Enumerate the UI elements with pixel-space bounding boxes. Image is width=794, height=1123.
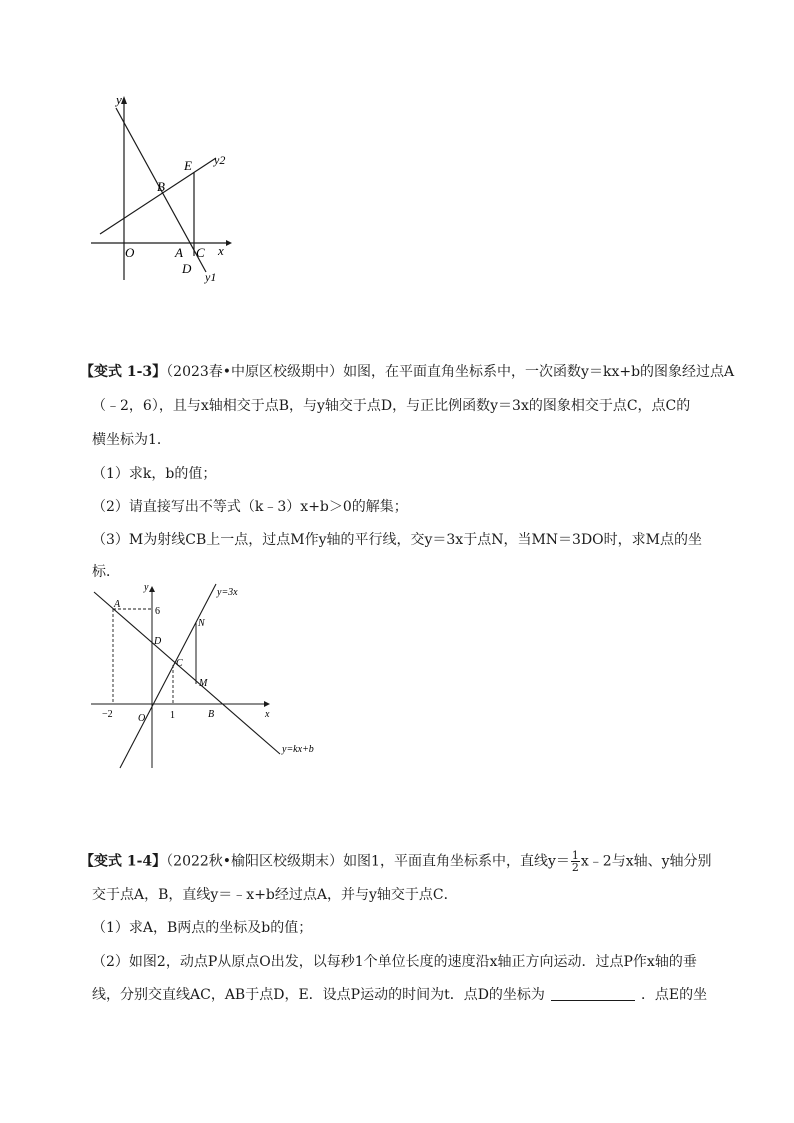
figure-2-graph bbox=[86, 578, 336, 774]
problem-13-question-3-line-2: 标． bbox=[92, 564, 120, 580]
problem-13-question-3-line-1: （3）M为射线CB上一点，过点M作y轴的平行线，交y＝3x于点N，当MN＝3DO时，求M点的坐 bbox=[92, 532, 702, 548]
label-y: y bbox=[116, 92, 122, 107]
line-y-3x bbox=[120, 584, 216, 768]
problem-14-question-2-line-2 bbox=[92, 985, 707, 1005]
problem-13-line-1 bbox=[80, 362, 734, 382]
label-a: A bbox=[175, 245, 183, 260]
label-x: x bbox=[265, 709, 270, 720]
label-y1: y1 bbox=[205, 270, 217, 284]
problem-14-tag: 【变式 1-4】 bbox=[80, 853, 167, 870]
y-axis-arrow bbox=[149, 586, 155, 592]
label-one: 1 bbox=[170, 710, 175, 721]
problem-14-line-1 bbox=[80, 850, 712, 873]
figure-2-svg bbox=[86, 578, 336, 774]
label-e: E bbox=[184, 158, 192, 173]
problem-13-question-1: （1）求k，b的值； bbox=[92, 466, 217, 482]
label-y-3x: y=3x bbox=[217, 587, 238, 598]
problem-14-line1-text-a: 如图1，平面直角坐标系中，直线y＝ bbox=[343, 853, 570, 870]
label-d: D bbox=[182, 261, 192, 276]
problem-13-question-2: （2）请直接写出不等式（k﹣3）x+b＞0的解集； bbox=[92, 499, 408, 515]
line-y-kx-b bbox=[94, 592, 280, 754]
problem-14-question-1: （1）求A，B两点的坐标及b的值； bbox=[92, 920, 313, 936]
problem-13-line-2: （﹣2，6），且与x轴相交于点B，与y轴交于点D，与正比例函数y＝3x的图象相交于点C，点C的 bbox=[92, 398, 691, 414]
label-b: B bbox=[157, 179, 165, 194]
label-o: O bbox=[125, 245, 135, 260]
problem-13-tag: 【变式 1-3】 bbox=[80, 364, 167, 380]
problem-13-line1-text: 如图，在平面直角坐标系中，一次函数y＝kx+b的图象经过点A bbox=[343, 364, 735, 380]
fraction-one-half bbox=[571, 850, 580, 873]
fraction-numerator: 1 bbox=[571, 849, 579, 862]
label-six: 6 bbox=[155, 606, 160, 617]
figure-1-graph bbox=[86, 90, 246, 290]
label-b: B bbox=[208, 709, 215, 720]
problem-14-q2-text-a: 线，分别交直线AC，AB于点D，E．设点P运动的时间为t．点D的坐标为 bbox=[92, 987, 545, 1003]
label-y: y bbox=[144, 582, 149, 593]
x-axis-arrow bbox=[226, 240, 232, 246]
label-x: x bbox=[218, 243, 224, 258]
label-neg-2: −2 bbox=[102, 709, 113, 720]
problem-14-question-2-line-1: （2）如图2，动点P从原点O出发，以每秒1个单位长度的速度沿x轴正方向运动．过点P作x轴的垂 bbox=[92, 954, 697, 970]
problem-13-source: （2023春•中原区校级期中） bbox=[166, 364, 344, 380]
problem-13-line-3: 横坐标为1． bbox=[92, 432, 171, 448]
answer-blank bbox=[551, 986, 635, 1001]
figure-1-svg bbox=[86, 90, 246, 290]
fraction-denominator: 2 bbox=[571, 861, 579, 874]
label-y2: y2 bbox=[214, 153, 226, 167]
problem-14-line1-text-b: x﹣2与x轴、y轴分别 bbox=[580, 853, 712, 870]
x-axis-arrow bbox=[264, 701, 270, 707]
problem-14-line-2: 交于点A，B，直线y＝﹣x+b经过点A，并与y轴交于点C． bbox=[92, 887, 458, 903]
label-c: C bbox=[176, 658, 183, 669]
label-n: N bbox=[198, 618, 205, 629]
label-a: A bbox=[114, 599, 121, 610]
label-c: C bbox=[196, 245, 205, 260]
label-y-kx-b: y=kx+b bbox=[282, 744, 314, 755]
label-o: O bbox=[138, 713, 146, 724]
line-y2 bbox=[100, 158, 216, 234]
label-d: D bbox=[154, 636, 162, 647]
problem-14-source: （2022秋•榆阳区校级期末） bbox=[166, 853, 344, 870]
y-axis-arrow bbox=[121, 96, 127, 104]
problem-14-q2-text-b: ．点E的坐 bbox=[640, 987, 708, 1003]
label-m: M bbox=[199, 678, 208, 689]
